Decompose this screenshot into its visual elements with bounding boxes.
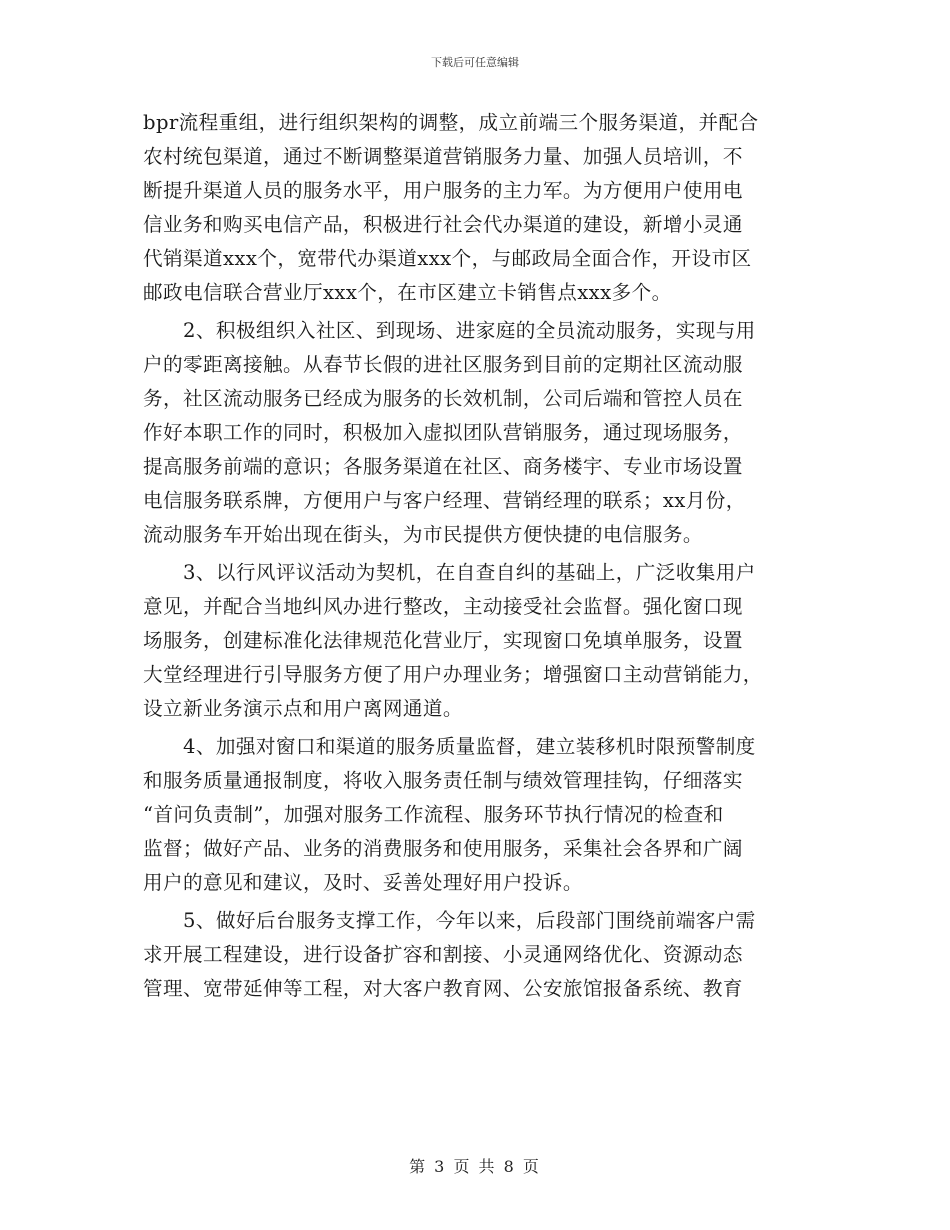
text-line: 5、做好后台服务支撑工作，今年以来，后段部门围绕前端客户需 [143,909,756,932]
text-line: 设立新业务演示点和用户离网通道。 [143,697,463,720]
text-line: 大堂经理进行引导服务方便了用户办理业务；增强窗口主动营销能力， [143,663,763,686]
text-line: 电信服务联系牌，方便用户与客户经理、营销经理的联系；xx月份， [143,489,746,512]
paragraph [143,106,811,310]
text-line: 用户的意见和建议，及时、妥善处理好用户投诉。 [143,871,583,894]
text-line: 代销渠道xxx个，宽带代办渠道xxx个，与邮政局全面合作，开设市区 [143,247,752,270]
paragraph [143,314,811,552]
page-number: 第 3 页 共 8 页 [409,1157,541,1176]
text-line: 流动服务车开始出现在街头，为市民提供方便快捷的电信服务。 [143,523,703,546]
text-line: 监督；做好产品、业务的消费服务和使用服务，采集社会各界和广阔 [143,837,743,860]
page-header: 下载后可任意编辑 [431,56,519,69]
text-line: 务，社区流动服务已经成为服务的长效机制，公司后端和管控人员在 [143,387,743,410]
text-line: 管理、宽带延伸等工程，对大客户教育网、公安旅馆报备系统、教育 [143,977,743,1000]
text-line: 4、加强对窗口和渠道的服务质量监督，建立装移机时限预警制度 [143,735,756,758]
text-line: 3、以行风评议活动为契机，在自查自纠的基础上，广泛收集用户 [143,561,756,584]
text-line: 和服务质量通报制度，将收入服务责任制与绩效管理挂钩，仔细落实 [143,769,743,792]
text-line: 求开展工程建设，进行设备扩容和割接、小灵通网络优化、资源动态 [143,943,743,966]
text-line: 户的零距离接触。从春节长假的进社区服务到目前的定期社区流动服 [143,353,743,376]
text-line: 邮政电信联合营业厅xxx个，在市区建立卡销售点xxx多个。 [143,281,672,304]
text-line: 农村统包渠道，通过不断调整渠道营销服务力量、加强人员培训，不 [143,145,743,168]
text-line: 作好本职工作的同时，积极加入虚拟团队营销服务，通过现场服务， [143,421,743,444]
paragraph [143,904,811,1006]
paragraph [143,730,811,900]
text-line: 提高服务前端的意识；各服务渠道在社区、商务楼宇、专业市场设置 [143,455,743,478]
text-line: 信业务和购买电信产品，积极进行社会代办渠道的建设，新增小灵通 [143,213,743,236]
text-line: 意见，并配合当地纠风办进行整改，主动接受社会监督。强化窗口现 [143,595,743,618]
paragraph [143,556,811,726]
document-body [143,106,811,1006]
text-line: bpr流程重组，进行组织架构的调整，成立前端三个服务渠道，并配合 [143,111,759,134]
text-line: 断提升渠道人员的服务水平，用户服务的主力军。为方便用户使用电 [143,179,743,202]
text-line: “首问负责制”，加强对服务工作流程、服务环节执行情况的检查和 [143,803,724,826]
text-line: 场服务，创建标准化法律规范化营业厅，实现窗口免填单服务，设置 [143,629,743,652]
text-line: 2、积极组织入社区、到现场、进家庭的全员流动服务，实现与用 [143,319,756,342]
